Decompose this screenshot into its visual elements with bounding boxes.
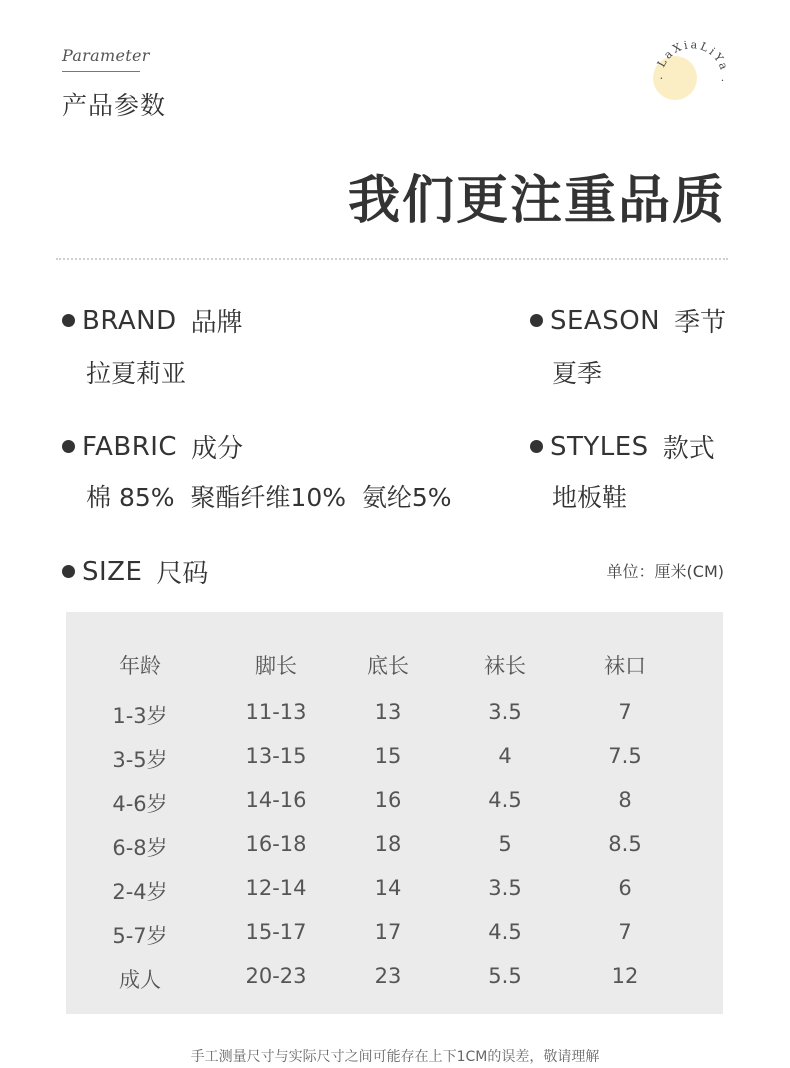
table-cell: 5.5 [488, 964, 522, 988]
table-cell: 5-7岁 [112, 924, 168, 948]
bullet-dot [62, 565, 75, 578]
table-cell: 7 [618, 920, 632, 944]
table-cell: 17 [374, 920, 402, 944]
table-cell: 4.5 [488, 920, 522, 944]
brand-heading [62, 302, 243, 339]
brand-label-en: BRAND [82, 305, 177, 336]
dotted-divider [56, 258, 728, 260]
table-cell: 4.5 [488, 788, 522, 812]
styles-heading [530, 428, 715, 465]
fabric-label-en: FABRIC [82, 431, 178, 462]
brand-logo [640, 40, 740, 130]
size-label-cn: 尺码 [156, 559, 209, 589]
table-cell: 成人 [119, 968, 161, 992]
headline: 我们更注重品质 [347, 171, 726, 231]
season-value: 夏季 [552, 359, 603, 388]
table-cell: 6-8岁 [112, 836, 168, 860]
styles-value: 地板鞋 [552, 483, 628, 512]
table-cell: 11-13 [245, 700, 307, 724]
section-title: 产品参数 [62, 91, 167, 120]
table-cell: 8 [618, 788, 632, 812]
size-label-en: SIZE [82, 556, 143, 587]
season-label-cn: 季节 [674, 308, 727, 338]
table-cell: 14 [374, 876, 402, 900]
table-cell: 4-6岁 [112, 792, 168, 816]
table-cell: 8.5 [608, 832, 642, 856]
styles-label-cn: 款式 [662, 434, 715, 464]
table-cell: 18 [374, 832, 402, 856]
brand-label-cn: 品牌 [190, 308, 243, 338]
size-heading [62, 553, 208, 590]
season-label-en: SEASON [550, 305, 661, 336]
table-cell: 7 [618, 700, 632, 724]
table-cell: 5 [498, 832, 512, 856]
parameter-underline [62, 71, 140, 72]
header-cell: 底长 [367, 654, 409, 678]
bullet-dot [62, 440, 75, 453]
table-cell: 16 [374, 788, 402, 812]
table-cell: 7.5 [608, 744, 642, 768]
size-table [66, 612, 723, 1014]
table-cell: 4 [498, 744, 512, 768]
header-cell: 脚长 [255, 654, 297, 678]
table-cell: 15 [374, 744, 402, 768]
table-cell: 13 [374, 700, 402, 724]
table-cell: 6 [618, 876, 632, 900]
unit-note: 单位：厘米(CM) [606, 562, 724, 581]
header-cell: 年龄 [119, 654, 161, 678]
brand-value: 拉夏莉亚 [86, 359, 187, 388]
table-cell: 15-17 [245, 920, 307, 944]
table-cell: 12-14 [245, 876, 307, 900]
fabric-label-cn: 成分 [191, 434, 244, 464]
table-cell: 2-4岁 [112, 880, 168, 904]
header-cell: 袜口 [604, 654, 646, 678]
table-cell: 3.5 [488, 876, 522, 900]
bullet-dot [530, 314, 543, 327]
table-cell: 1-3岁 [112, 704, 168, 728]
table-cell: 16-18 [245, 832, 307, 856]
table-cell: 3.5 [488, 700, 522, 724]
fabric-heading [62, 428, 243, 465]
table-cell: 13-15 [245, 744, 307, 768]
header-cell: 袜长 [484, 654, 526, 678]
fabric-value: 棉 85% 聚酯纤维10% 氨纶5% [86, 483, 452, 512]
parameter-label: Parameter [62, 46, 150, 65]
table-cell: 3-5岁 [112, 748, 168, 772]
season-heading [530, 302, 726, 339]
table-cell: 23 [374, 964, 402, 988]
bullet-dot [530, 440, 543, 453]
logo-text: . LaXiaLiYa . [651, 40, 733, 86]
table-cell: 14-16 [245, 788, 307, 812]
table-cell: 12 [611, 964, 639, 988]
measurement-footnote: 手工测量尺寸与实际尺寸之间可能存在上下1CM的误差，敬请理解 [190, 1049, 600, 1065]
styles-label-en: STYLES [550, 431, 649, 462]
bullet-dot [62, 314, 75, 327]
table-cell: 20-23 [245, 964, 307, 988]
